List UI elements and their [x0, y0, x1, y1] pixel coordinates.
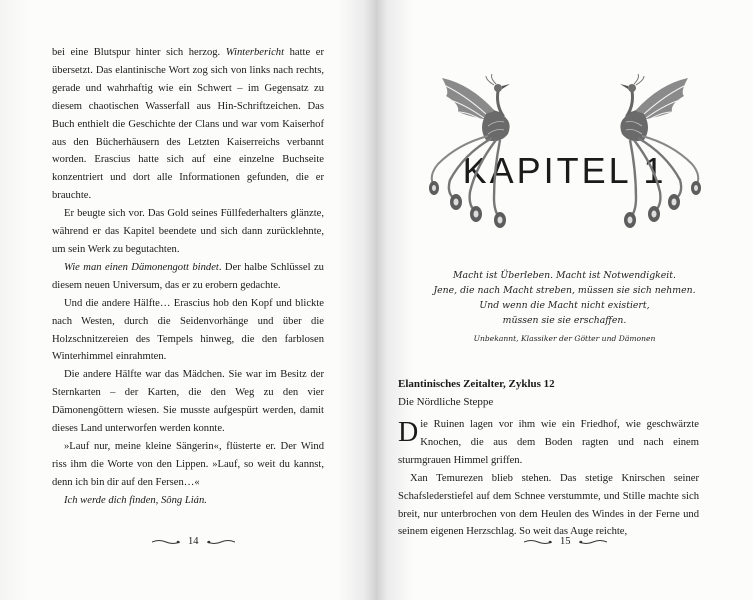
- paragraph-text: Die andere Hälfte war das Mädchen. Sie war im Besitz der Sternkarten – der Karten, die den Weg zu den vier Dämonengöttern wiesen. Sie musste aufgespürt werden, damit dieses Land unterworfen werden konnte.: [52, 369, 324, 435]
- paragraph: [52, 259, 324, 295]
- paragraph-text: bei eine Blutspur hinter sich herzog.: [52, 47, 226, 58]
- swash-ornament-icon: [207, 539, 235, 545]
- section-header: [398, 376, 698, 411]
- paragraph-text: . Der halbe Schlüssel zu diesem neuen Universum, das er zu erobern gedachte.: [52, 261, 324, 291]
- epigraph: [406, 268, 723, 346]
- epigraph-line: Und wenn die Macht nicht existiert,: [479, 300, 650, 311]
- left-page: [0, 0, 376, 600]
- paragraph: [52, 205, 324, 259]
- epigraph-source: Unbekannt, Klassiker der Götter und Dämonen: [473, 334, 656, 343]
- italic-text: Wie man einen Dämonengott bindet: [64, 261, 219, 273]
- location-title: Die Nördliche Steppe: [398, 395, 494, 408]
- paragraph: [398, 416, 699, 470]
- swash-ornament-icon: [579, 539, 607, 545]
- italic-text: Ich werde dich finden, Sông Lián.: [64, 494, 207, 506]
- paragraph-text: »Lauf nur, meine kleine Sängerin«, flüsterte er. Der Wind riss ihm die Worte von den Lippen. »Lauf, so weit du kannst, denn ich bin dir auf den Fersen…«: [52, 440, 324, 488]
- paragraph: [52, 366, 324, 438]
- paragraph: Xan Temurezen blieb stehen. Das stetige Knirschen seiner Schafslederstiefel auf dem Schnee verstummte, und Stille machte sich breit, nur unterbrochen von dem Heulen des Windes in der Ferne und seinem eigenen Herzschlag. So weit das Auge reichte,: [398, 472, 699, 538]
- right-page-text: [398, 416, 699, 541]
- left-page-number: 14: [188, 536, 199, 547]
- paragraph: [52, 295, 324, 367]
- right-page-number: 15: [560, 536, 571, 547]
- paragraph: [52, 438, 324, 492]
- left-folio: [152, 536, 235, 547]
- epigraph-line: müssen sie sie erschaffen.: [502, 315, 627, 326]
- paragraph-text: Und die andere Hälfte… Erascius hob den Kopf und blickte nach Westen, durch die Seidenvorhänge und über die Holzschnitzereien des Tempels hinweg, die den farblosen Winterhimmel einrahmten.: [52, 297, 324, 363]
- left-page-text: [52, 44, 324, 510]
- paragraph-text: ie Ruinen lagen vor ihm wie ein Friedhof, wie geschwärzte Knochen, die aus dem Boden ragten und nach einem sturmgrauen Himmel griffen.: [398, 419, 699, 466]
- right-folio: [524, 536, 607, 547]
- era-title: Elantinisches Zeitalter, Zyklus 12: [398, 378, 555, 390]
- paragraph: [52, 44, 324, 205]
- epigraph-line: Jene, die nach Macht streben, müssen sie sich nehmen.: [433, 285, 696, 296]
- swash-ornament-icon: [152, 539, 180, 545]
- epigraph-line: Macht ist Überleben. Macht ist Notwendigkeit.: [453, 270, 676, 281]
- swash-ornament-icon: [524, 539, 552, 545]
- drop-cap: D: [398, 417, 419, 448]
- phoenix-pair-icon: [420, 74, 710, 234]
- paragraph-text: hatte er übersetzt. Das elantinische Wort zog sich von links nach rechts, gerade und wahrhaftig wie ein Schwert – im Gegensatz zu diesem chaotischen Wasserfall aus Hin-Schriftzeichen. Das Buch enthielt die Geschichte der Clans und war vom Kaiserhof aus den Bücherhäusern des Letzten Kaiserreichs verbannt worden. Erascius hatte sich auf eine einzelne Buchseite konzentriert und dort alle Informationen gefunden, die er brauchte.: [52, 47, 324, 202]
- italic-text: Winterbericht: [225, 47, 285, 58]
- chapter-title: KAPITEL 1: [462, 150, 667, 191]
- paragraph-text: Er beugte sich vor. Das Gold seines Füllfederhalters glänzte, während er das Kapitel beendete und sich dann zurücklehnte, um sein Werk zu begutachten.: [52, 208, 324, 255]
- paragraph: [52, 492, 324, 510]
